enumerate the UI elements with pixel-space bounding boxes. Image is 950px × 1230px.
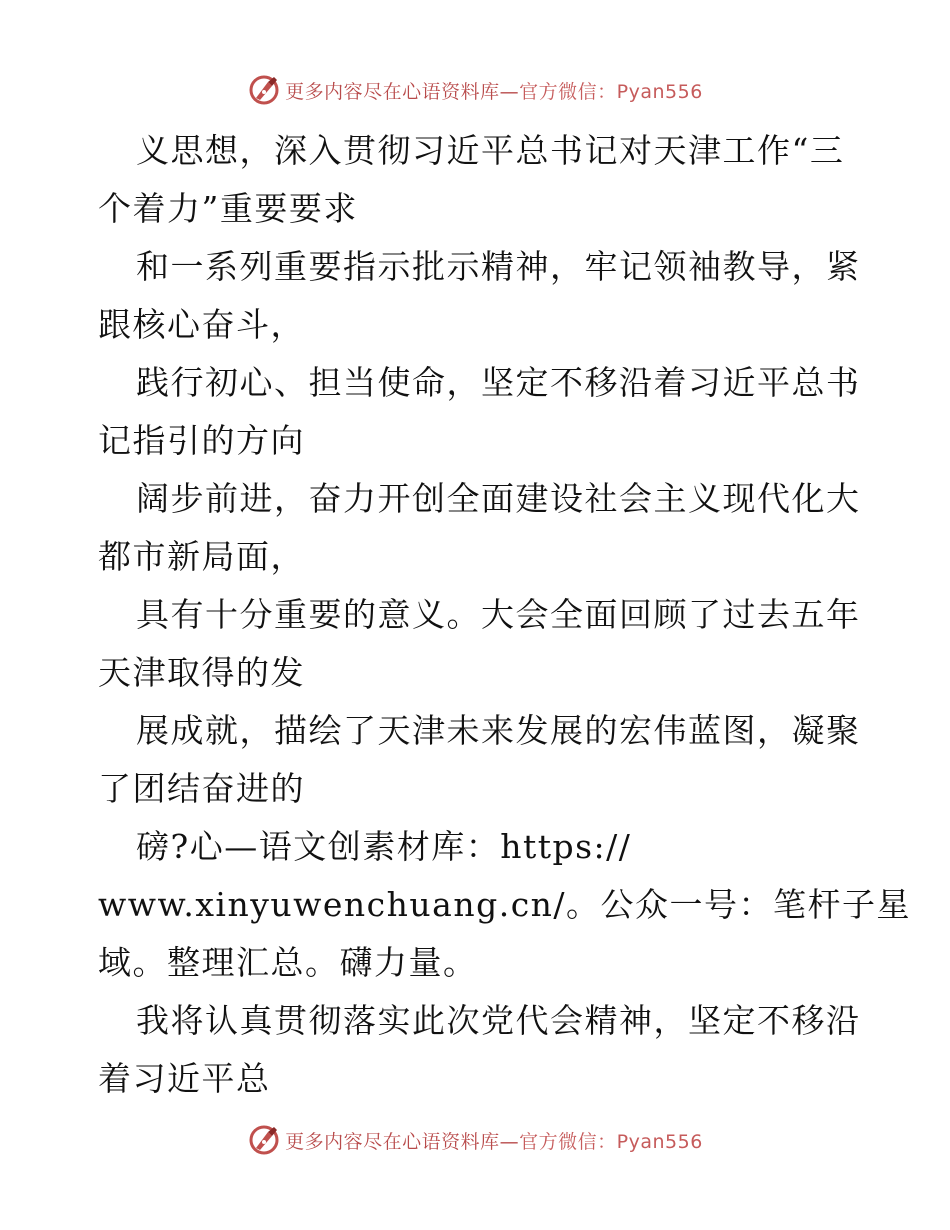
text-line: 阔步前进，奋力开创全面建设社会主义现代化大	[136, 479, 861, 518]
text-line: 个着力”重要要求	[98, 189, 358, 228]
header-banner	[0, 70, 950, 110]
text-line: 磅?心—语文创素材库：https://	[136, 827, 632, 866]
text-line: 践行初心、担当使命，坚定不移沿着习近平总书	[136, 363, 861, 402]
footer-banner	[0, 1120, 950, 1160]
banner-text	[285, 77, 703, 104]
text-line: 跟核心奋斗，	[98, 305, 305, 344]
text-line: 了团结奋进的	[98, 769, 305, 808]
text-line: www.xinyuwenchuang.cn/。公众一号：笔杆子星	[98, 885, 912, 924]
document-body	[98, 122, 912, 1108]
text-line: 记指引的方向	[98, 421, 305, 460]
text-line: 义思想，深入贯彻习近平总书记对天津工作“三	[136, 131, 845, 170]
text-line: 具有十分重要的意义。大会全面回顾了过去五年	[136, 595, 861, 634]
banner-wechat-text: 官方微信：Pyan556	[519, 1130, 703, 1153]
banner-text	[285, 1127, 703, 1154]
banner-wechat-text: 官方微信：Pyan556	[519, 80, 703, 103]
text-line: 域。整理汇总。礴力量。	[98, 943, 478, 982]
banner-site-text: 更多内容尽在心语资料库—	[285, 80, 520, 103]
text-line: 和一系列重要指示批示精神，牢记领袖教导，紧	[136, 247, 861, 286]
pen-nib-logo-icon	[247, 1123, 281, 1157]
text-line: 着习近平总	[98, 1059, 271, 1098]
text-line: 天津取得的发	[98, 653, 305, 692]
banner-site-text: 更多内容尽在心语资料库—	[285, 1130, 520, 1153]
text-line: 都市新局面，	[98, 537, 305, 576]
pen-nib-logo-icon	[247, 73, 281, 107]
text-line: 展成就，描绘了天津未来发展的宏伟蓝图，凝聚	[136, 711, 861, 750]
text-line: 我将认真贯彻落实此次党代会精神，坚定不移沿	[136, 1001, 861, 1040]
